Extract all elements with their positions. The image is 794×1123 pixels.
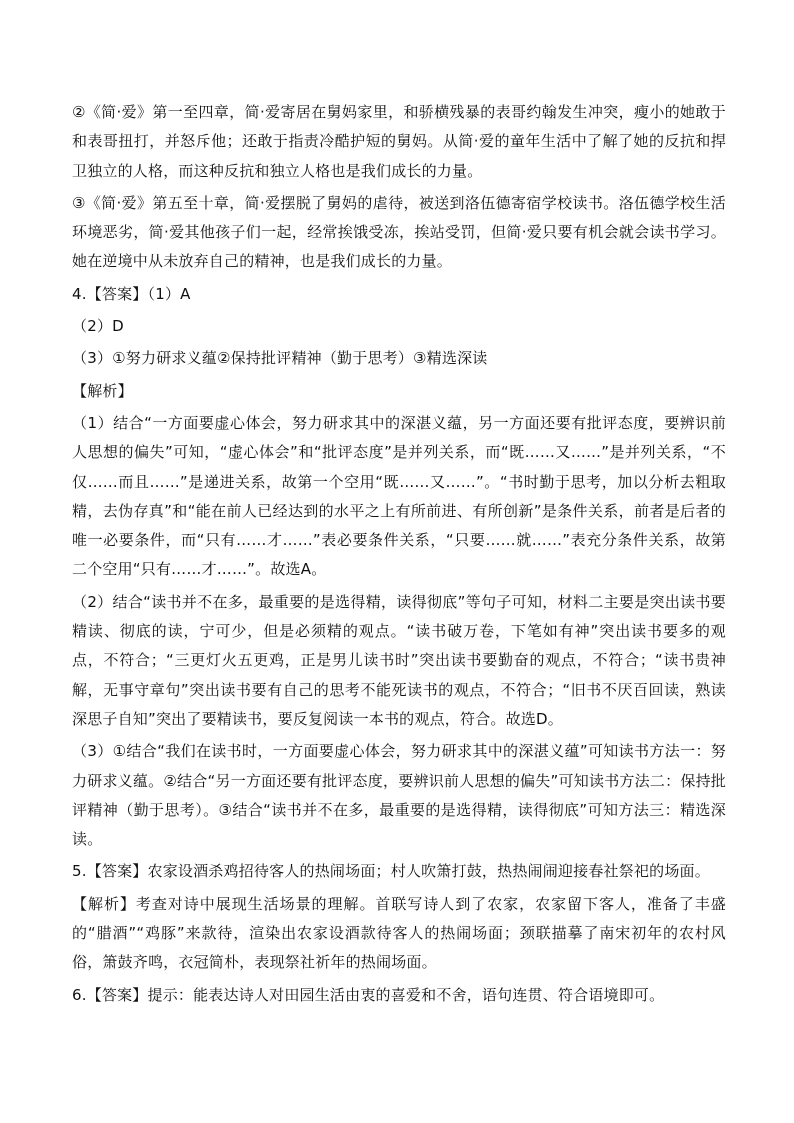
q4-analysis-1: （1）结合“一方面要虚心体会，努力研求其中的深湛义蕴，另一方面还要有批评态度，要辨识前人思想的偏失”可知，“虚心体会”和“批评态度”是并列关系，而“既……又……”是并列关系，“不仅……而且……”是递进关系，故第一个空用“既……又……”。“书时勤于思考，加以分析去粗取精，去伪存真”和“能在前人已经达到的水平之上有所前进、有所创新”是条件关系，前者是后者的唯一必要条件，而“只有……才……”表必要条件关系，“只要……就……”表充分条件关系，故第二个空用“只有……才……”。故选A。 — [72, 413, 726, 579]
q5-analysis: 【解析】考查对诗中展现生活场景的理解。首联写诗人到了农家，农家留下客人，准备了丰盛的“腊酒”“鸡豚”来款待，渲染出农家设酒款待客人的热闹场面；颈联描摹了南宋初年的农村风俗，箫鼓齐鸣，衣冠简朴，表现祭社祈年的热闹场面。 — [72, 894, 726, 972]
q4-answer-1: 4.【答案】（1）A — [72, 284, 191, 303]
q6-answer: 6.【答案】提示：能表达诗人对田园生活由衷的喜爱和不舍，语句连贯、符合语境即可。 — [72, 985, 665, 1004]
q4-answer-2: （2）D — [72, 317, 124, 336]
answer-text-body — [72, 98, 726, 1010]
paragraph-jane-eyre-ch5-10: ③《简·爱》第五至十章，简·爱摆脱了舅妈的虐待，被送到洛伍德寄宿学校读书。洛伍德学校生活环境恶劣，简·爱其他孩子们一起，经常挨饿受冻，挨站受罚，但简·爱只要有机会就会读书学习。她在逆境中从未放弃自己的精神，也是我们成长的力量。 — [72, 193, 726, 271]
paragraph-jane-eyre-ch1-4: ②《简·爱》第一至四章，简·爱寄居在舅妈家里，和骄横残暴的表哥约翰发生冲突，瘦小的她敢于和表哥扭打，并怒斥他；还敢于指责冷酷护短的舅妈。从简·爱的童年生活中了解了她的反抗和捍卫独立的人格，而这种反抗和独立人格也是我们成长的力量。 — [72, 103, 726, 180]
q4-answer-3: （3）①努力研求义蕴②保持批评精神（勤于思考）③精选深读 — [72, 349, 488, 368]
q4-analysis-2: （2）结合“读书并不在多，最重要的是选得精，读得彻底”等句子可知，材料二主要是突出读书要精读、彻底的读，宁可少，但是必须精的观点。“读书破万卷，下笔如有神”突出读书要多的观点，不符合；“三更灯火五更鸡，正是男儿读书时”突出读书要勤奋的观点，不符合；“读书贵神解，无事守章句”突出读书要有自己的思考不能死读书的观点，不符合；“旧书不厌百回读，熟读深思子自知”突出了要精读书，要反复阅读一本书的观点，符合。故选D。 — [72, 592, 726, 728]
q5-answer: 5.【答案】农家设酒杀鸡招待客人的热闹场面；村人吹箫打鼓，热热闹闹迎接春社祭祀的场面。 — [72, 862, 710, 881]
q4-analysis-3: （3）①结合“我们在读书时，一方面要虚心体会，努力研求其中的深湛义蕴”可知读书方法一：努力研求义蕴。②结合“另一方面还要有批评态度，要辨识前人思想的偏失”可知读书方法二：保持批评精神（勤于思考）。③结合“读书并不在多，最重要的是选得精，读得彻底”可知方法三：精选深读。 — [72, 742, 726, 849]
q4-analysis-heading: 【解析】 — [72, 381, 133, 400]
